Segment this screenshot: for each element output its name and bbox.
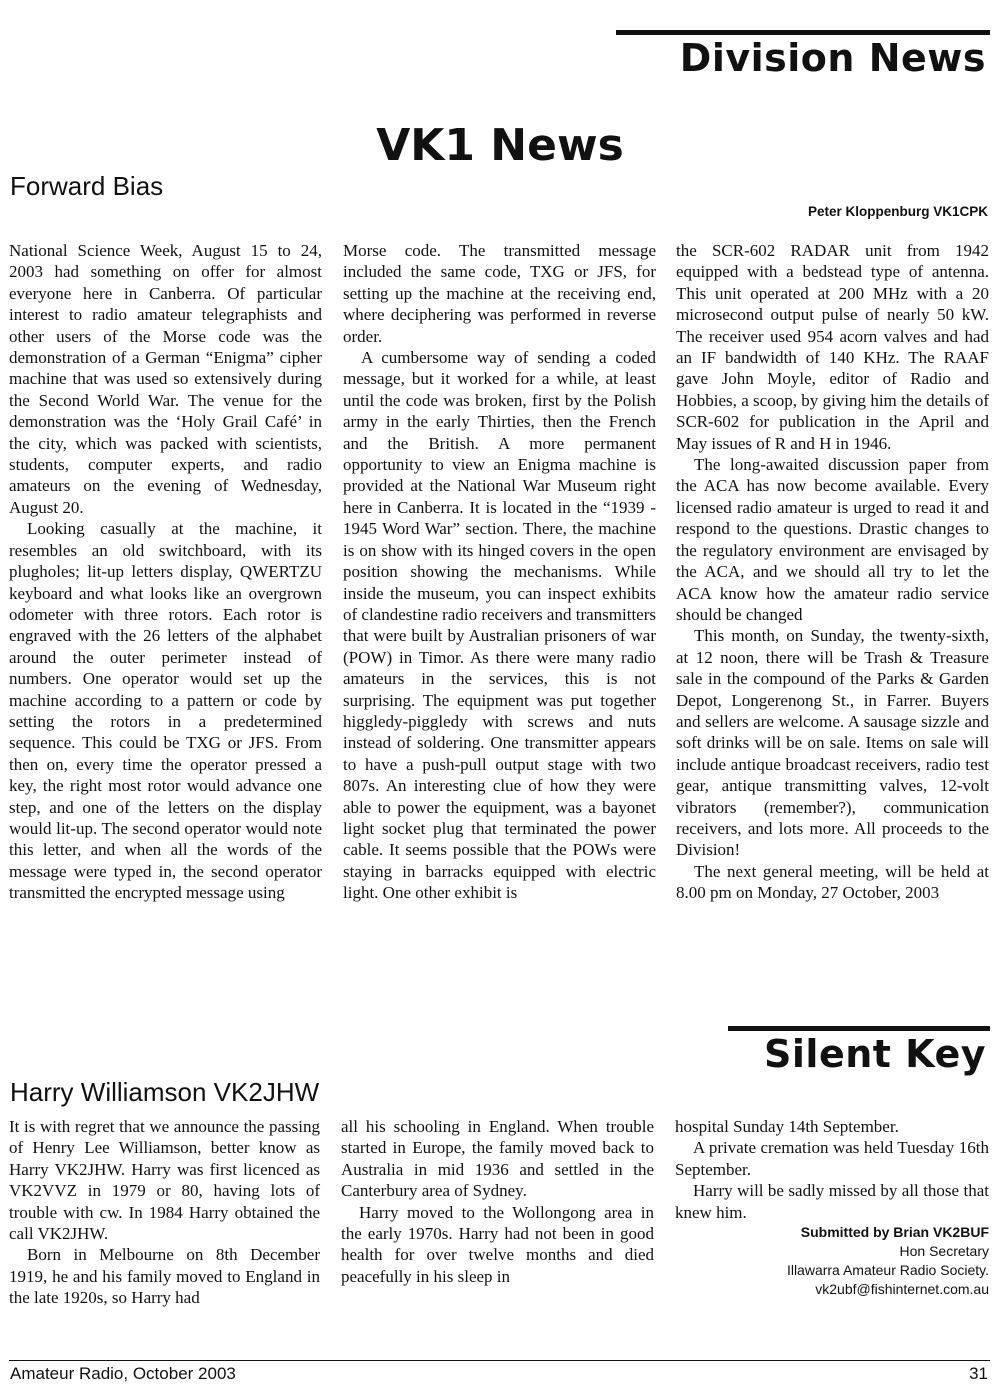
- submitter-role: Hon Secretary: [899, 1243, 989, 1260]
- footer-page-number: 31: [969, 1364, 988, 1383]
- paragraph: Morse code. The transmitted message included the same code, TXG or JFS, for setting up the machine at the receiving end, where deciphering was performed in reverse order.: [343, 241, 656, 346]
- footer-divider: [9, 1360, 990, 1361]
- paragraph: A cumbersome way of sending a coded message, but it worked for a while, at least until the code was broken, first by the Polish army in the early Thirties, then the French and the British. A more permanent opportunity to view an Enigma machine is provided at the National War Museum right here in Canberra. It is located in the “1939 - 1945 Word War” section. There, the machine is on show with its hinged covers in the open position showing the mechanisms. While inside the museum, you can inspect exhibits of clandestine radio receivers and transmitters that were built by Australian prisoners of war (POW) in Timor. As there were many radio amateurs in the services, this is not surprising. The equipment was put together higgledy-piggledy with screws and nuts instead of soldering. One transmitter appears to have a push-pull output stage with two 807s. An interesting clue of how they were able to power the equipment, was a bayonet light socket plug that terminated the power cable. It seems possible that the POWs were staying in barracks equipped with electric light. One other exhibit is: [343, 348, 656, 903]
- article-column-3: [676, 240, 989, 904]
- article-byline: Peter Kloppenburg VK1CPK: [807, 204, 988, 219]
- paragraph: Born in Melbourne on 8th December 1919, he and his family moved to England in the late 1920s, so Harry had: [9, 1245, 320, 1308]
- paragraph: Harry moved to the Wollongong area in the early 1970s. Harry had not been in good health for over twelve months and died peacefully in his sleep in: [341, 1202, 654, 1286]
- obituary-column-1: [9, 1116, 320, 1309]
- article-column-1: [9, 240, 322, 904]
- paragraph: the SCR-602 RADAR unit from 1942 equipped with a bedstead type of antenna. This unit operated at 200 MHz with a 20 microsecond output pulse of nearly 50 kW. The receiver used 954 acorn valves and had an IF bandwidth of 140 KHz. The RAAF gave John Moyle, editor of Radio and Hobbies, a scoop, by giving him the details of SCR-602 for publication in the April and May issues of R and H in 1946.: [676, 241, 989, 453]
- paragraph: all his schooling in England. When trouble started in Europe, the family moved back to Australia in mid 1936 and settled in the Canterbury area of Sydney.: [341, 1117, 654, 1201]
- paragraph: hospital Sunday 14th September.: [675, 1117, 899, 1136]
- submitted-by: Submitted by Brian VK2BUF: [800, 1224, 989, 1241]
- submitter-society: Illawarra Amateur Radio Society.: [786, 1262, 989, 1279]
- paragraph: Harry will be sadly missed by all those that knew him.: [675, 1181, 989, 1222]
- paragraph: The next general meeting, will be held at 8.00 pm on Monday, 27 October, 2003: [676, 861, 989, 903]
- paragraph: The long-awaited discussion paper from the ACA has now become available. Every licensed radio amateur is urged to read it and respond to the questions. Drastic changes to the regulatory environment are envisaged by the ACA, and we should all try to let the ACA know how the amateur radio service should be changed: [676, 455, 989, 624]
- obituary-column-3: [675, 1116, 989, 1299]
- paragraph: It is with regret that we announce the passing of Henry Lee Williamson, better know as Harry VK2JHW. Harry was first licenced as VK2VVZ in 1979 or 80, having lots of trouble with cw. In 1984 Harry obtained the call VK2JHW.: [9, 1117, 320, 1244]
- footer-publication: Amateur Radio, October 2003: [10, 1364, 236, 1383]
- silent-key-banner: Silent Key: [728, 1026, 990, 1074]
- submitter-email: vk2ubf@fishinternet.com.au: [815, 1281, 989, 1298]
- paragraph: Looking casually at the machine, it resembles an old switchboard, with its plugholes; lit-up letters display, QWERTZU keyboard and what looks like an overgrown odometer with three rotors. Each rotor is engraved with the 26 letters of the alphabet around the outer perimeter instead of numbers. One operator would set up the machine according to a pattern or code by setting the rotors in a predetermined sequence. This could be TXG or JFS. From then on, every time the operator pressed a key, the right most rotor would advance one step, and one of the letters on the display would lit-up. The second operator would note this letter, and when all the words of the message were typed in, the second operator transmitted the encrypted message using: [9, 519, 322, 903]
- division-news-banner: Division News: [616, 30, 990, 76]
- article-title: VK1 News: [376, 120, 624, 171]
- obituary-column-2: [341, 1116, 654, 1287]
- paragraph: This month, on Sunday, the twenty-sixth, at 12 noon, there will be Trash & Treasure sale in the compound of the Parks & Garden Depot, Longerenong St., in Farrer. Buyers and sellers are welcome. A sausage sizzle and soft drinks will be on sale. Items on sale will include antique broadcast receivers, radio test gear, antique transmitting valves, 12-volt vibrators (remember?), communication receivers, and lots more. All proceeds to the Division!: [676, 626, 989, 860]
- obituary-heading: Harry Williamson VK2JHW: [10, 1077, 320, 1107]
- paragraph: National Science Week, August 15 to 24, 2003 had something on offer for almost everyone here in Canberra. Of particular interest to radio amateur telegraphists and other users of the Morse code was the demonstration of a German “Enigma” cipher machine that was used so extensively during the Second World War. The venue for the demonstration was the ‘Holy Grail Café’ in the city, which was packed with scientists, students, computer experts, and radio amateurs on the evening of Wednesday, August 20.: [9, 241, 322, 517]
- article-column-2: [343, 240, 656, 904]
- paragraph: A private cremation was held Tuesday 16th September.: [675, 1138, 989, 1179]
- section-heading-forward-bias: Forward Bias: [10, 171, 164, 201]
- submission-credit: [675, 1223, 989, 1299]
